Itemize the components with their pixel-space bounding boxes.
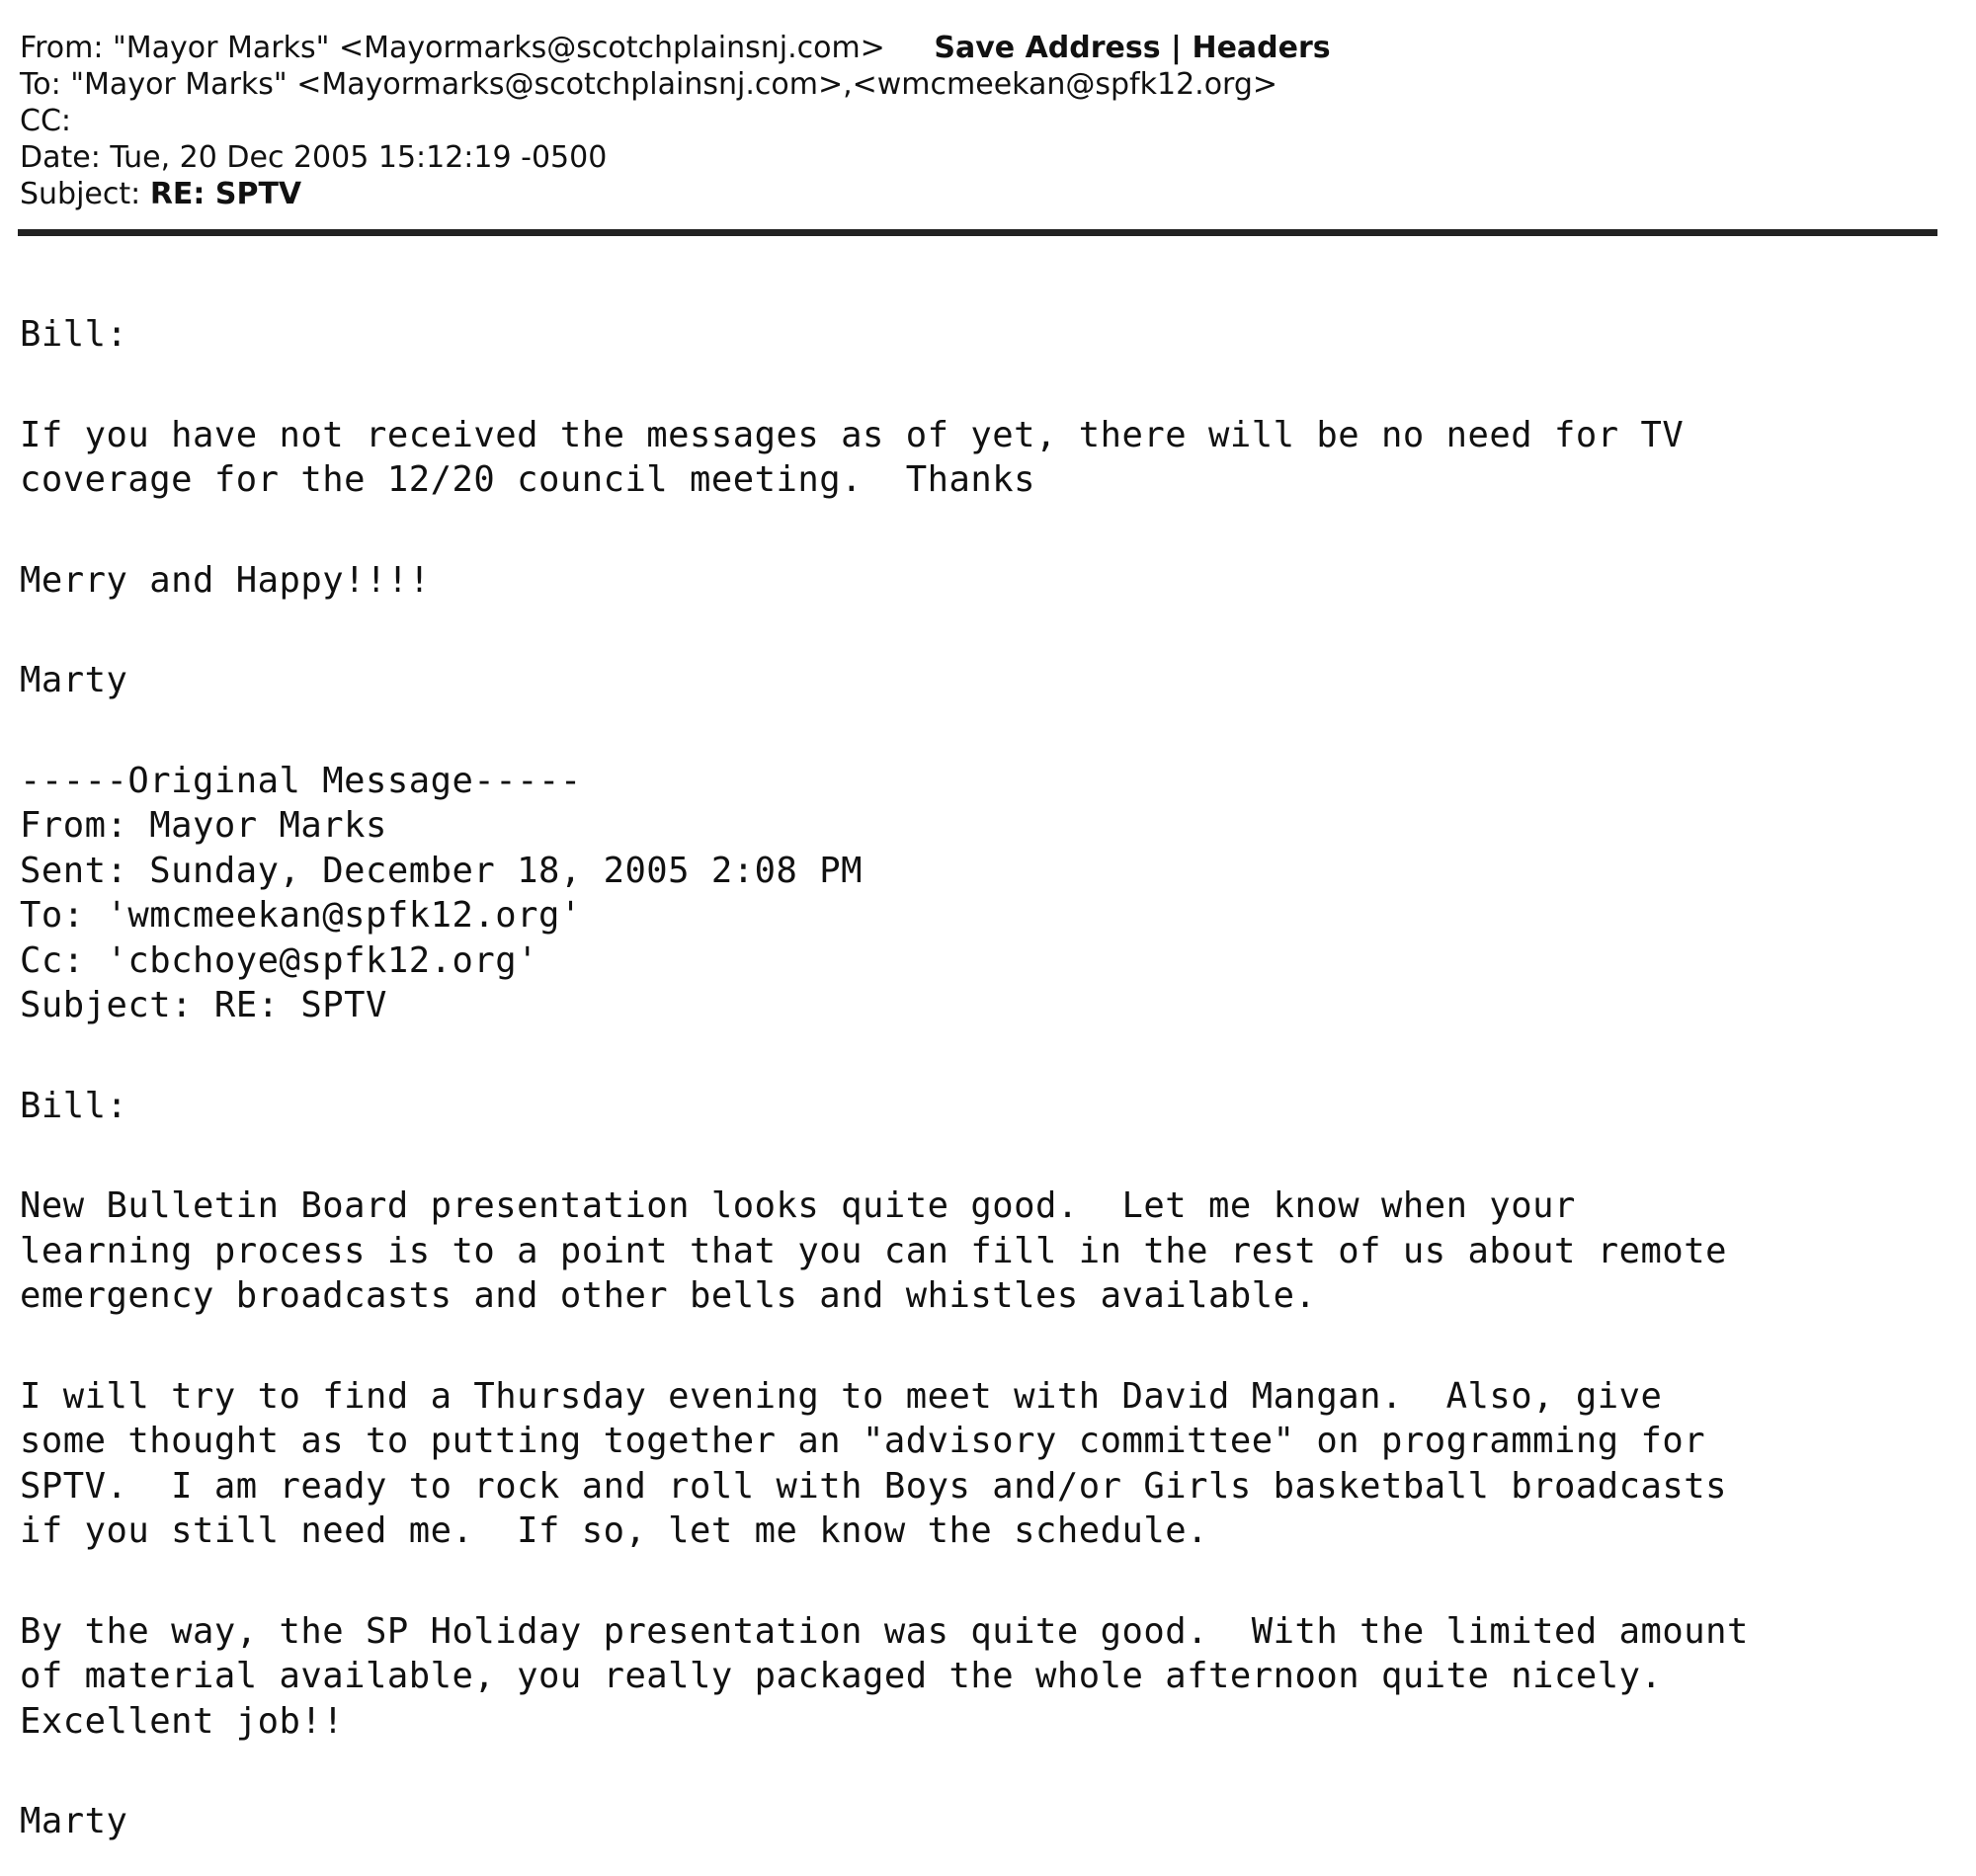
spacer	[20, 703, 1946, 759]
reply-paragraph-line: coverage for the 12/20 council meeting. Thanks	[20, 459, 1036, 500]
header-actions	[934, 31, 1330, 65]
spacer	[20, 603, 1946, 658]
spacer	[20, 1744, 1946, 1799]
original-to: To: 'wmcmeekan@spfk12.org'	[20, 895, 582, 936]
original-from: From: Mayor Marks	[20, 805, 387, 846]
subject-row	[20, 176, 1936, 212]
email-header	[20, 30, 1936, 212]
reply-salutation: Bill:	[20, 314, 128, 355]
from-label: From:	[20, 31, 104, 65]
original-cc: Cc: 'cbchoye@spfk12.org'	[20, 939, 538, 981]
cc-label: CC:	[20, 104, 72, 138]
original-signature: Marty	[20, 1801, 128, 1841]
to-value: "Mayor Marks" <Mayormarks@scotchplainsnj.com>,<wmcmeekan@spfk12.org>	[70, 67, 1278, 102]
spacer	[20, 1128, 1946, 1183]
action-separator: |	[1171, 31, 1183, 65]
spacer	[20, 503, 1946, 558]
original-paragraph-line: I will try to find a Thursday evening to meet with David Mangan. Also, give	[20, 1375, 1663, 1417]
original-salutation: Bill:	[20, 1085, 128, 1126]
from-value: "Mayor Marks" <Mayormarks@scotchplainsnj.com>	[112, 31, 885, 65]
original-paragraph-line: SPTV. I am ready to rock and roll with Boys and/or Girls basketball broadcasts	[20, 1465, 1727, 1507]
original-paragraph-line: Excellent job!!	[20, 1700, 345, 1742]
original-paragraph-line: New Bulletin Board presentation looks quite good. Let me know when your	[20, 1185, 1576, 1226]
original-paragraph-line: learning process is to a point that you can fill in the rest of us about remote	[20, 1230, 1727, 1271]
original-sent: Sent: Sunday, December 18, 2005 2:08 PM	[20, 850, 864, 891]
original-paragraph-line: emergency broadcasts and other bells and whistles available.	[20, 1275, 1317, 1316]
spacer	[20, 358, 1946, 413]
reply-paragraph-line: If you have not received the messages as of yet, there will be no need for TV	[20, 414, 1685, 455]
to-label: To:	[20, 67, 61, 102]
subject-value: RE: SPTV	[149, 177, 302, 211]
date-row	[20, 139, 1936, 176]
original-paragraph-line: some thought as to putting together an "advisory committee" on programming for	[20, 1421, 1706, 1461]
header-divider	[18, 229, 1937, 236]
spacer	[20, 1554, 1946, 1609]
date-label: Date:	[20, 140, 101, 175]
spacer	[20, 1319, 1946, 1374]
to-row	[20, 66, 1936, 103]
spacer	[20, 1028, 1946, 1084]
original-paragraph-line: By the way, the SP Holiday presentation was quite good. With the limited amount	[20, 1610, 1749, 1652]
subject-label: Subject:	[20, 177, 141, 211]
message-body	[20, 312, 1946, 1844]
date-value: Tue, 20 Dec 2005 15:12:19 -0500	[110, 140, 608, 175]
reply-greeting: Merry and Happy!!!!	[20, 559, 431, 601]
original-paragraph-line: if you still need me. If so, let me know the schedule.	[20, 1510, 1209, 1551]
cc-row	[20, 103, 1936, 139]
original-subject: Subject: RE: SPTV	[20, 985, 387, 1025]
original-paragraph-line: of material available, you really packaged the whole afternoon quite nicely.	[20, 1656, 1663, 1696]
original-message-divider: -----Original Message-----	[20, 760, 582, 801]
headers-link[interactable]: Headers	[1192, 31, 1331, 65]
from-row	[20, 30, 1936, 66]
reply-signature: Marty	[20, 660, 128, 700]
save-address-link[interactable]: Save Address	[934, 31, 1161, 65]
